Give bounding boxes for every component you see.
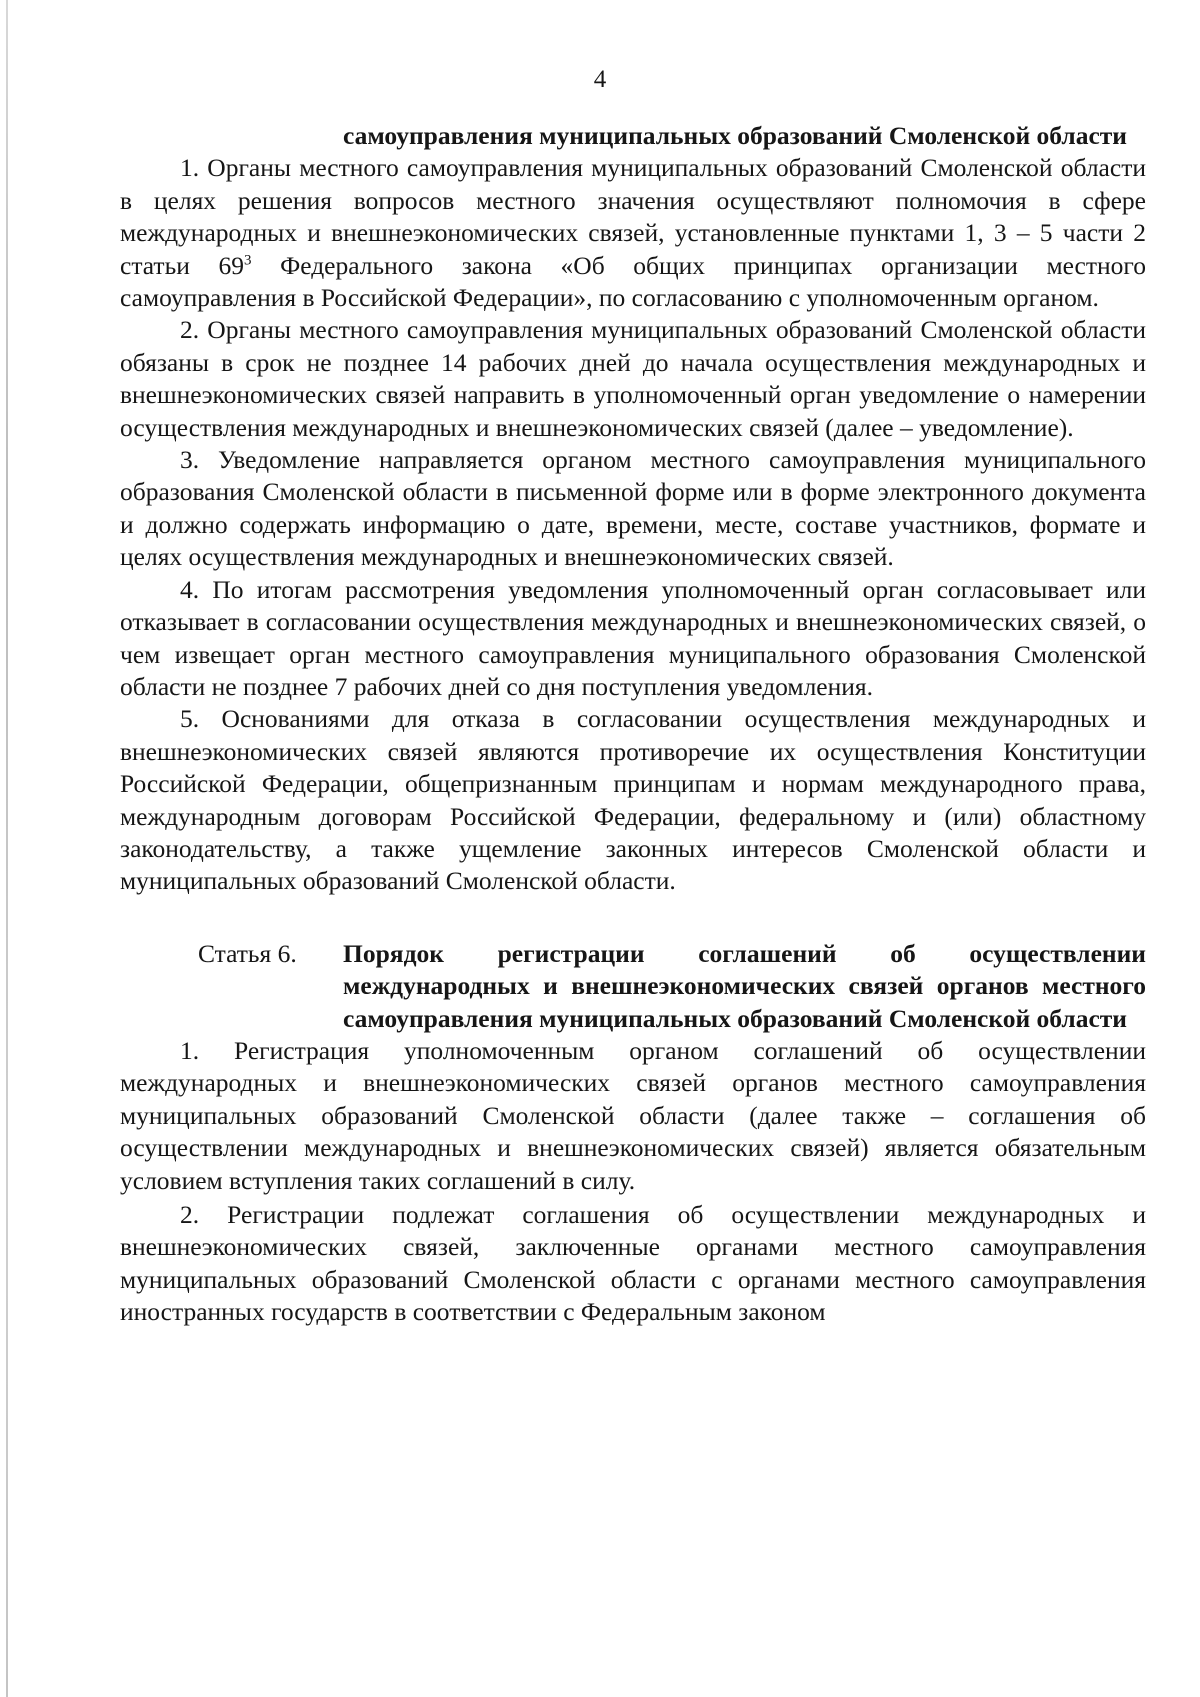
- paragraph-1-tail: Федерального закона «Об общих принципах организации местного самоуправления в Российской Федерации», по согласованию с уполномоченным органом.: [120, 250, 1146, 313]
- scan-edge: [6, 0, 8, 1697]
- paragraph-1: [120, 152, 1146, 314]
- article-6-paragraph-1: 1. Регистрация уполномоченным органом соглашений об осуществлении международных и внешнеэкономических связей органов местного самоуправления муниципальных образований Смоленской области (далее также – соглашения об осуществлении международных и внешнеэкономических связей) является обязательным условием вступления таких соглашений в силу.: [120, 1035, 1146, 1195]
- page-number: 4: [593, 66, 607, 93]
- paragraph-4: 4. По итогам рассмотрения уведомления уполномоченный орган согласовывает или отказывает в согласовании осуществления международных и внешнеэкономических связей, о чем извещает орган местного самоуправления муниципального образования Смоленской области не позднее 7 рабочих дней со дня поступления уведомления.: [120, 574, 1146, 701]
- article-label: Статья 6.: [198, 938, 297, 968]
- article-title: Порядок регистрации соглашений об осуществлении международных и внешнеэкономических связей органов местного самоуправления муниципальных образований Смоленской области: [343, 938, 1146, 1033]
- paragraph-1-superscript: 3: [243, 252, 252, 269]
- document-body: [120, 120, 1146, 1329]
- paragraph-5: 5. Основаниями для отказа в согласовании осуществления международных и внешнеэкономических связей являются противоречие их осуществления Конституции Российской Федерации, общепризнанным принципам и нормам международного права, международным договорам Российской Федерации, федеральному и (или) областному законодательству, а также ущемление законных интересов Смоленской области и муниципальных образований Смоленской области.: [120, 704, 1146, 896]
- paragraph-2: 2. Органы местного самоуправления муниципальных образований Смоленской области обязаны в срок не позднее 14 рабочих дней до начала осуществления международных и внешнеэкономических связей направить в уполномоченный орган уведомление о намерении осуществления международных и внешнеэкономических связей (далее – уведомление).: [120, 315, 1146, 442]
- paragraph-3: 3. Уведомление направляется органом местного самоуправления муниципального образования Смоленской области в письменной форме или в форме электронного документа и должно содержать информацию о дате, времени, месте, составе участников, формате и целях осуществления международных и внешнеэкономических связей.: [120, 445, 1146, 572]
- article-6-heading: [120, 938, 1146, 1035]
- article-6-paragraph-2: 2. Регистрации подлежат соглашения об осуществлении международных и внешнеэкономических связей, заключенные органами местного самоуправления муниципальных образований Смоленской области с органами местного самоуправления иностранных государств в соответствии с Федеральным законом: [120, 1200, 1146, 1327]
- paragraph-1-text: 1. Органы местного самоуправления муниципальных образований Смоленской области в целях решения вопросов местного значения осуществляют полномочия в сфере международных и внешнеэкономических связей, установленные пунктами 1, 3 – 5 части 2 статьи 69: [120, 153, 1146, 280]
- article-heading-continuation: самоуправления муниципальных образований Смоленской области: [343, 121, 1128, 150]
